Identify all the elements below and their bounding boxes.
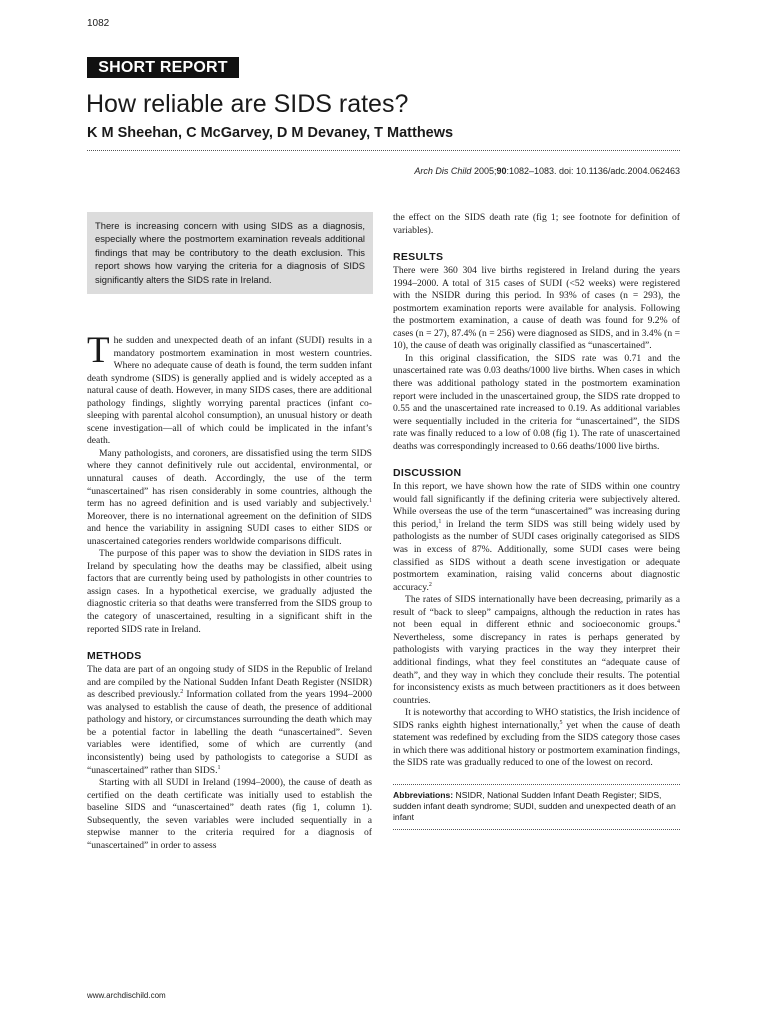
reference-marker: 2 bbox=[180, 689, 184, 696]
abbreviations-bottom-divider bbox=[393, 829, 680, 830]
right-column bbox=[393, 212, 680, 830]
header-divider bbox=[87, 150, 680, 151]
intro-paragraph-1-text: he sudden and unexpected death of an infant (SUDI) results in a mandatory postmortem examination in most western countries. Where no adequate cause of death is found, the term sudden infant death syndrome (SIDS) is generally applied and is widely accepted as a natural cause of death. However, in many SIDS cases, there are additional pathology findings, slightly worrying parental practices (infant co-sleeping with parental alcohol consumption), an unusual history or death scene investigation—all of which could be implicated in the infant’s death. bbox=[87, 335, 372, 447]
discussion-paragraph-1-text-b: in Ireland the term SIDS was still being widely used by pathologists as the number of SUDI cases originally categorised as SIDS was in excess of 87%. Additionally, some SUDI cases were being classified as SIDS without a death scene investigation or adequate postmortem examination, raising valid concerns about diagnostic accuracy. bbox=[393, 518, 681, 593]
citation-volume: 90 bbox=[496, 166, 507, 176]
reference-marker: 1 bbox=[369, 497, 372, 504]
discussion-paragraph-2-text-a: The rates of SIDS internationally have been decreasing, primarily as a result of “back to sleep” campaigns, although the reduction in rates has not been equal in different ethnic and socioeconomic groups. bbox=[393, 594, 680, 631]
discussion-paragraph-3-text-b: yet when the cause of death statement was redefined by excluding from the SIDS category those cases in which there was additional history or postmortem examination findings, the SIDS rate was gradually reduced to one of the lowest on record. bbox=[393, 719, 680, 769]
methods-paragraph-1-text-b: Information collated from the years 1994–2000 was analysed to establish the cause of death, the presence of additional pathology and history, or circumstances surrounding the death which may be a potential factor in labelling the death “unascertained”. Seven variables were identified, some of which are currently (and inconsistently) being used by pathologists to categorise a SUDI as “unascertained” rather than SIDS. bbox=[87, 689, 372, 776]
methods-paragraph-2: Starting with all SUDI in Ireland (1994–2000), the cause of death as certified on the death certificate was initially used to establish the baseline SIDS and “unascertained” death rates (fig 1, column 1). Subsequently, the seven variables were included sequentially in a stepwise manner to the criteria required for a diagnosis of “unascertained” in order to assess bbox=[87, 777, 372, 851]
abstract-box bbox=[87, 212, 373, 294]
discussion-paragraph-1 bbox=[393, 481, 680, 594]
discussion-paragraph-2-text-b: Nevertheless, some discrepancy in rates is perhaps generated by pathologists with varying practices in the way they interpret their additional findings, what they feel constitutes an “adequate cause of death”, and they way in which they conclude their results. The potential for inconsistency exists as much between practitioners as it does between countries. bbox=[393, 631, 680, 706]
reference-marker: 1 bbox=[217, 764, 221, 771]
reference-marker: 5 bbox=[559, 719, 563, 726]
intro-paragraph-2 bbox=[87, 448, 372, 548]
reference-marker: 4 bbox=[677, 619, 680, 626]
methods-heading: METHODS bbox=[87, 650, 142, 663]
discussion-paragraph-2 bbox=[393, 594, 680, 707]
article-title: How reliable are SIDS rates? bbox=[86, 90, 409, 118]
results-heading: RESULTS bbox=[393, 251, 444, 264]
reference-marker: 1 bbox=[438, 518, 442, 525]
abbreviations-box bbox=[393, 790, 680, 830]
results-paragraph-2: In this original classification, the SIDS rate was 0.71 and the unascertained rate was 0.03 deaths/1000 live births. When cases in which there was additional pathology stated in the postmortem examination report were included in the unascertained group, the SIDS rate dropped to 0.55 and the unascertained rate increased to 0.19. As additional variables were sequentially included in the criteria for “unascertained”, the SIDS rate was finally reduced to a low of 0.08 (fig 1). The rate of unascertained deaths was correspondingly increased to 0.66 deaths/1000 live births. bbox=[393, 352, 680, 452]
methods-paragraph-2-continued: the effect on the SIDS death rate (fig 1; see footnote for definition of variables). bbox=[393, 212, 680, 236]
methods-paragraph-1-text-a: The data are part of an ongoing study of SIDS in the Republic of Ireland and are compiled by the National Sudden Infant Death Register (NSIDR) as described previously. bbox=[87, 664, 372, 701]
discussion-paragraph-3 bbox=[393, 707, 680, 770]
reference-marker: 2 bbox=[428, 581, 432, 588]
author-list: K M Sheehan, C McGarvey, D M Devaney, T Matthews bbox=[87, 125, 454, 141]
section-label: SHORT REPORT bbox=[87, 57, 239, 78]
abbreviations-text bbox=[393, 790, 680, 823]
citation-line bbox=[414, 165, 680, 177]
results-paragraph-1: There were 360 304 live births registered in Ireland during the years 1994–2000. A total of 315 cases of SUDI (<52 weeks) were registered with the NSIDR during this period. In 93% of cases (n = 293), the postmortem examination reports were available for analysis. Following the postmortem examination, a cause of death was found for 9.2% of cases (n = 27), 87.4% (n = 256) were diagnosed as SIDS, and in 3.4% (n = 10), the cause of death was originally classified as “unascertained”. bbox=[393, 265, 680, 352]
methods-paragraph-1 bbox=[87, 664, 372, 777]
page-number: 1082 bbox=[87, 18, 110, 29]
footer-url: www.archdischild.com bbox=[87, 991, 166, 1000]
discussion-heading: DISCUSSION bbox=[393, 467, 462, 480]
abbreviations-top-divider bbox=[393, 784, 680, 785]
abstract-text: There is increasing concern with using SIDS as a diagnosis, especially where the postmortem examination reveals additional findings that may be contributory to the death exclusion. This report shows how varying the criteria for a diagnosis of SIDS significantly alters the SIDS rate in Ireland. bbox=[95, 220, 365, 285]
left-column bbox=[87, 330, 372, 852]
intro-paragraph-2-text-a: Many pathologists, and coroners, are dissatisfied using the term SIDS where they cannot definitively rule out accidental, environmental, or unnatural causes of death. Accordingly, the use of the term “unascertained” has risen considerably in some countries, although the term has no agreed definition and is used variably and subjectively. bbox=[87, 447, 372, 510]
discussion-paragraph-3-text-a: It is noteworthy that according to WHO statistics, the Irish incidence of SIDS ranks eighth highest internationally, bbox=[393, 707, 680, 731]
discussion-paragraph-1-text-a: In this report, we have shown how the rate of SIDS within one country would fall significantly if the defining criteria were subjectively altered. While overseas the use of the term “unascertained” was increasing during this period, bbox=[393, 481, 680, 530]
intro-paragraph-2-text-b: Moreover, there is no international agreement on the definition of SIDS and hence the variability in assigning SUDI cases to either SIDS or unascertained categories renders worldwide comparisons difficult. bbox=[87, 510, 372, 547]
abbreviations-label: Abbreviations: bbox=[393, 789, 454, 800]
abbreviations-definitions: NSIDR, National Sudden Infant Death Register; SIDS, sudden infant death syndrome; SUDI, sudden and unexpected death of an infant bbox=[393, 789, 676, 822]
drop-cap: T bbox=[87, 330, 110, 371]
journal-name: Arch Dis Child bbox=[414, 166, 472, 176]
citation-year: 2005; bbox=[473, 166, 497, 176]
intro-paragraph-3: The purpose of this paper was to show the deviation in SIDS rates in Ireland by speculating how the deaths may be classified, albeit using factors that are currently being used by pathologists in other countries to assign cases. In a hypothetical exercise, we gradually adjusted the diagnostic criteria so that deaths were transferred from the SIDS group to the category of unascertained, resulting in a significant shift in the reported SIDS rate in Ireland. bbox=[87, 548, 372, 635]
citation-pages-doi: :1082–1083. doi: 10.1136/adc.2004.062463 bbox=[506, 166, 680, 176]
intro-paragraph-1 bbox=[87, 330, 372, 448]
